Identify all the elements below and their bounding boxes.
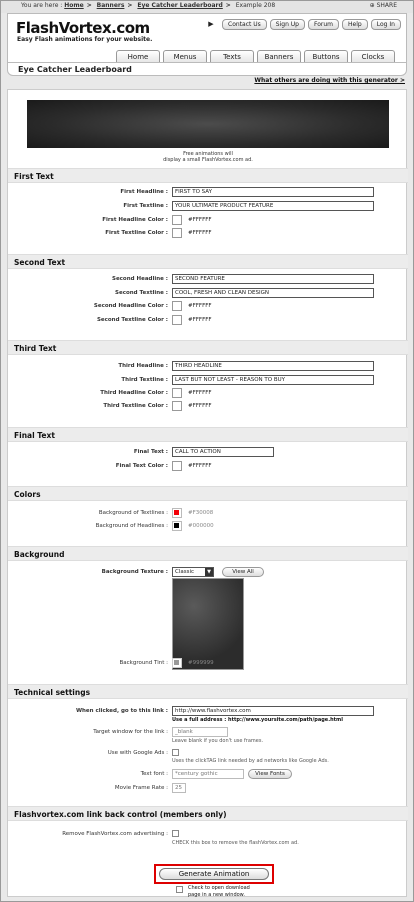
row-final-text-color bbox=[8, 461, 408, 473]
row-textlines-background bbox=[8, 508, 408, 520]
frame-rate-input[interactable]: 25 bbox=[172, 783, 186, 793]
site-logo[interactable]: FlashVortex.com bbox=[16, 19, 150, 37]
first-headline-color-swatch[interactable] bbox=[172, 215, 182, 225]
field-label: Remove FlashVortex.com advertising : bbox=[62, 831, 168, 837]
section-title: Second Text bbox=[14, 258, 66, 267]
section-second-text bbox=[8, 254, 408, 269]
banner-preview bbox=[27, 100, 389, 148]
field-label: Third Textline Color : bbox=[103, 403, 168, 409]
field-label: Text font : bbox=[140, 771, 168, 777]
background-texture-select[interactable] bbox=[172, 567, 214, 577]
row-first-headline-color bbox=[8, 215, 408, 227]
textlines-background-swatch[interactable] bbox=[172, 508, 182, 518]
share-button[interactable] bbox=[370, 2, 397, 9]
field-label: First Textline : bbox=[123, 203, 168, 209]
breadcrumb-current: Example 208 bbox=[235, 2, 276, 9]
row-second-textline-color bbox=[8, 315, 408, 327]
second-headline-input[interactable]: SECOND FEATURE bbox=[172, 274, 374, 284]
section-background bbox=[8, 546, 408, 561]
row-first-textline bbox=[8, 201, 408, 213]
section-link-back bbox=[8, 806, 408, 821]
first-textline-color-swatch[interactable] bbox=[172, 228, 182, 238]
click-link-hint: Use a full address : http://www.yoursite.com/path/page.html bbox=[172, 717, 343, 723]
remove-ad-checkbox[interactable] bbox=[172, 830, 179, 837]
field-label: Background of Headlines : bbox=[95, 523, 168, 529]
help-button[interactable]: Help bbox=[342, 19, 368, 30]
row-third-textline-color bbox=[8, 401, 408, 413]
row-frame-rate bbox=[8, 783, 408, 795]
section-technical bbox=[8, 684, 408, 699]
field-label: Third Headline Color : bbox=[100, 390, 168, 396]
open-new-window-checkbox[interactable] bbox=[176, 886, 183, 893]
banner-note-line-1: Free animations will bbox=[183, 151, 233, 157]
background-texture-preview bbox=[172, 578, 244, 670]
site-header bbox=[7, 13, 407, 63]
breadcrumb-prefix: You are here : bbox=[21, 2, 63, 9]
color-value: #FFFFFF bbox=[188, 303, 212, 309]
breadcrumb: You are here : Home > Banners > Eye Catcher Leaderboard > Example 208 bbox=[21, 2, 276, 9]
section-colors bbox=[8, 486, 408, 501]
log-in-button[interactable]: Log In bbox=[371, 19, 401, 30]
breadcrumb-home[interactable]: Home bbox=[64, 2, 84, 9]
field-label: First Headline Color : bbox=[102, 217, 168, 223]
banner-note-line-2: display a small FlashVortex.com ad. bbox=[163, 157, 253, 163]
generator-form bbox=[7, 89, 407, 897]
others-link[interactable]: What others are doing with this generator > bbox=[254, 77, 405, 84]
tab-banners[interactable]: Banners bbox=[257, 50, 301, 63]
row-final-text bbox=[8, 447, 408, 459]
open-new-window-hint-1: Check to open download bbox=[188, 885, 250, 891]
section-title: Colors bbox=[14, 490, 41, 499]
field-label: Final Text : bbox=[133, 449, 168, 455]
final-text-color-swatch[interactable] bbox=[172, 461, 182, 471]
field-label: First Headline : bbox=[120, 189, 168, 195]
section-title: Background bbox=[14, 550, 65, 559]
page-title: Eye Catcher Leaderboard bbox=[18, 65, 132, 74]
color-value: #FFFFFF bbox=[188, 217, 212, 223]
field-label: Third Headline : bbox=[118, 363, 168, 369]
google-ads-hint: Uses the clickTAG link needed by ad networks like Google Ads. bbox=[172, 758, 329, 764]
click-link-input[interactable]: http://www.flashvortex.com bbox=[172, 706, 374, 716]
open-new-window-hint-2: page in a new window. bbox=[188, 892, 245, 898]
field-label: Second Headline Color : bbox=[93, 303, 168, 309]
view-fonts-button[interactable]: View Fonts bbox=[248, 769, 292, 779]
color-value: #F30008 bbox=[188, 510, 214, 516]
row-second-headline bbox=[8, 274, 408, 286]
color-value: #FFFFFF bbox=[188, 390, 212, 396]
share-icon: ⊕ bbox=[369, 2, 377, 9]
field-label: Second Textline Color : bbox=[96, 317, 168, 323]
page-title-bar bbox=[7, 62, 407, 76]
color-value: #FFFFFF bbox=[188, 230, 212, 236]
third-textline-color-swatch[interactable] bbox=[172, 401, 182, 411]
row-third-headline bbox=[8, 361, 408, 373]
row-background-tint bbox=[8, 658, 408, 670]
field-label: Background of Textlines : bbox=[98, 510, 168, 516]
row-third-headline-color bbox=[8, 388, 408, 400]
play-icon[interactable]: ▶ bbox=[208, 20, 214, 28]
target-window-hint: Leave blank if you don't use frames. bbox=[172, 738, 264, 744]
forum-button[interactable]: Forum bbox=[308, 19, 339, 30]
second-headline-color-swatch[interactable] bbox=[172, 301, 182, 311]
color-value: #000000 bbox=[188, 523, 214, 529]
sign-up-button[interactable]: Sign Up bbox=[270, 19, 305, 30]
field-label: Second Headline : bbox=[111, 276, 168, 282]
third-textline-input[interactable]: LAST BUT NOT LEAST - REASON TO BUY bbox=[172, 375, 374, 385]
section-final-text bbox=[8, 427, 408, 442]
tab-texts[interactable]: Texts bbox=[210, 50, 254, 63]
field-label: Movie Frame Rate : bbox=[114, 785, 168, 791]
section-title: Flashvortex.com link back control (members only) bbox=[14, 810, 227, 819]
field-label: First Textline Color : bbox=[105, 230, 168, 236]
section-title: Final Text bbox=[14, 431, 55, 440]
share-label: SHARE bbox=[376, 2, 397, 9]
row-first-textline-color bbox=[8, 228, 408, 240]
tab-buttons[interactable]: Buttons bbox=[304, 50, 348, 63]
final-text-input[interactable]: CALL TO ACTION bbox=[172, 447, 274, 457]
field-label: Final Text Color : bbox=[115, 463, 168, 469]
first-headline-input[interactable]: FIRST TO SAY bbox=[172, 187, 374, 197]
field-label: Second Textline : bbox=[115, 290, 168, 296]
second-textline-input[interactable]: COOL, FRESH AND CLEAN DESIGN bbox=[172, 288, 374, 298]
breadcrumb-eye-catcher[interactable]: Eye Catcher Leaderboard bbox=[137, 2, 223, 9]
google-ads-checkbox[interactable] bbox=[172, 749, 179, 756]
color-value: #FFFFFF bbox=[188, 403, 212, 409]
row-headlines-background bbox=[8, 521, 408, 533]
remove-ad-hint: CHECK this box to remove the flashVortex.com ad. bbox=[172, 840, 299, 846]
row-second-textline bbox=[8, 288, 408, 300]
generate-animation-button[interactable]: Generate Animation bbox=[159, 868, 269, 880]
site-slogan: Easy Flash animations for your website. bbox=[17, 36, 153, 43]
top-nav bbox=[203, 19, 401, 30]
section-title: Technical settings bbox=[14, 688, 91, 697]
headlines-background-swatch[interactable] bbox=[172, 521, 182, 531]
field-label: Use with Google Ads : bbox=[107, 750, 168, 756]
chevron-down-icon: ▼ bbox=[205, 568, 213, 576]
contact-us-button[interactable]: Contact Us bbox=[222, 19, 267, 30]
section-third-text bbox=[8, 340, 408, 355]
section-title: Third Text bbox=[14, 344, 57, 353]
tab-clocks[interactable]: Clocks bbox=[351, 50, 395, 63]
field-label: Target window for the link : bbox=[93, 729, 168, 735]
background-tint-swatch[interactable] bbox=[172, 658, 182, 668]
row-text-font bbox=[8, 769, 408, 781]
tab-menus[interactable]: Menus bbox=[163, 50, 207, 63]
third-headline-input[interactable]: THIRD HEADLINE bbox=[172, 361, 374, 371]
breadcrumb-banners[interactable]: Banners bbox=[96, 2, 125, 9]
first-textline-input[interactable]: YOUR ULTIMATE PRODUCT FEATURE bbox=[172, 201, 374, 211]
select-value: Classic bbox=[175, 569, 195, 575]
color-value: #999999 bbox=[188, 660, 214, 666]
row-third-textline bbox=[8, 375, 408, 387]
text-font-input[interactable]: *century gothic bbox=[172, 769, 244, 779]
section-title: First Text bbox=[14, 172, 54, 181]
section-first-text bbox=[8, 168, 408, 183]
tab-home[interactable]: Home bbox=[116, 50, 160, 63]
breadcrumb-bar bbox=[1, 1, 413, 13]
row-second-headline-color bbox=[8, 301, 408, 313]
field-label: Background Tint : bbox=[119, 660, 168, 666]
generate-highlight bbox=[154, 864, 274, 884]
third-headline-color-swatch[interactable] bbox=[172, 388, 182, 398]
field-label: Background Texture : bbox=[101, 569, 168, 575]
view-all-button[interactable]: View All bbox=[222, 567, 264, 577]
color-value: #FFFFFF bbox=[188, 317, 212, 323]
row-first-headline bbox=[8, 187, 408, 199]
target-window-input[interactable]: _blank bbox=[172, 727, 228, 737]
field-label: When clicked, go to this link : bbox=[75, 708, 168, 714]
field-label: Third Textline : bbox=[121, 377, 168, 383]
color-value: #FFFFFF bbox=[188, 463, 212, 469]
second-textline-color-swatch[interactable] bbox=[172, 315, 182, 325]
